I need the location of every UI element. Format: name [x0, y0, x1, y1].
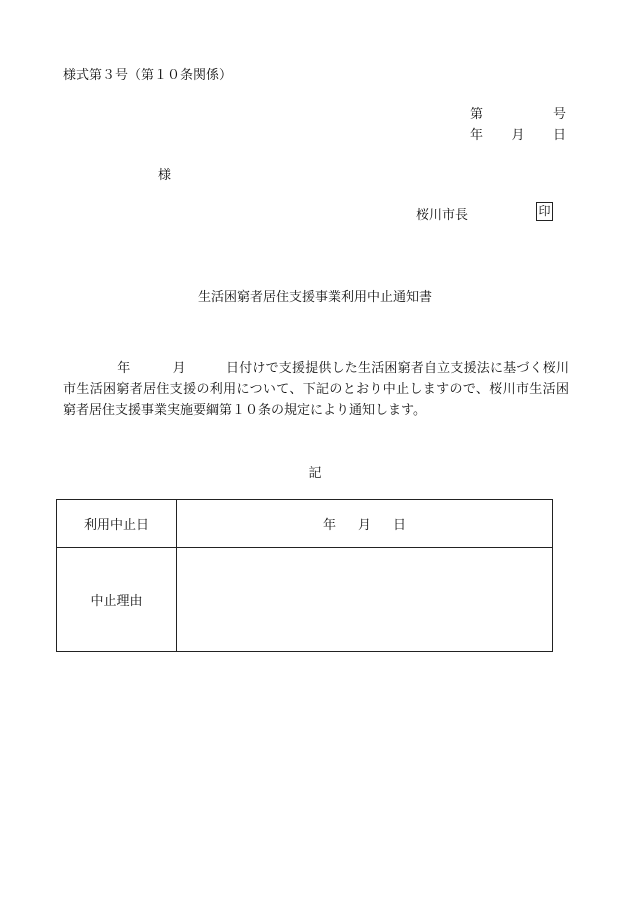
stop-date-month: 月	[357, 518, 371, 533]
document-number-suffix: 号	[552, 107, 566, 122]
stop-date-day: 日	[393, 518, 407, 533]
body-year: 年	[117, 361, 131, 376]
stop-date-year: 年	[322, 518, 336, 533]
stop-date-value	[177, 500, 553, 548]
document-number-label: 第	[470, 107, 484, 122]
addressee-honorific: 様	[158, 168, 172, 183]
document-date	[470, 124, 566, 143]
seal-box: 印	[536, 202, 553, 221]
issuer-name: 桜川市長	[416, 208, 469, 223]
document-date-year: 年	[470, 128, 484, 143]
document-title: 生活困窮者居住支援事業利用中止通知書	[197, 290, 432, 305]
table-row	[57, 548, 553, 652]
reason-label: 中止理由	[57, 548, 177, 652]
table-row	[57, 500, 553, 548]
body-paragraph	[63, 358, 569, 421]
body-text: 日付けで支援提供した生活困窮者自立支援法に基づく桜川市生活困窮者居住支援の利用について、下記のとおり中止しますので、桜川市生活困窮者居住支援事業実施要綱第１０条の規定により通知します。	[63, 361, 569, 418]
reason-value	[177, 548, 553, 652]
document-number	[470, 104, 566, 126]
details-table	[56, 499, 553, 652]
document-date-month: 月	[511, 128, 525, 143]
form-identifier: 様式第３号（第１０条関係）	[63, 68, 233, 83]
stop-date-label: 利用中止日	[57, 500, 177, 548]
ki-heading: 記	[308, 466, 322, 481]
document-date-day: 日	[552, 128, 566, 143]
body-month: 月	[172, 361, 186, 376]
